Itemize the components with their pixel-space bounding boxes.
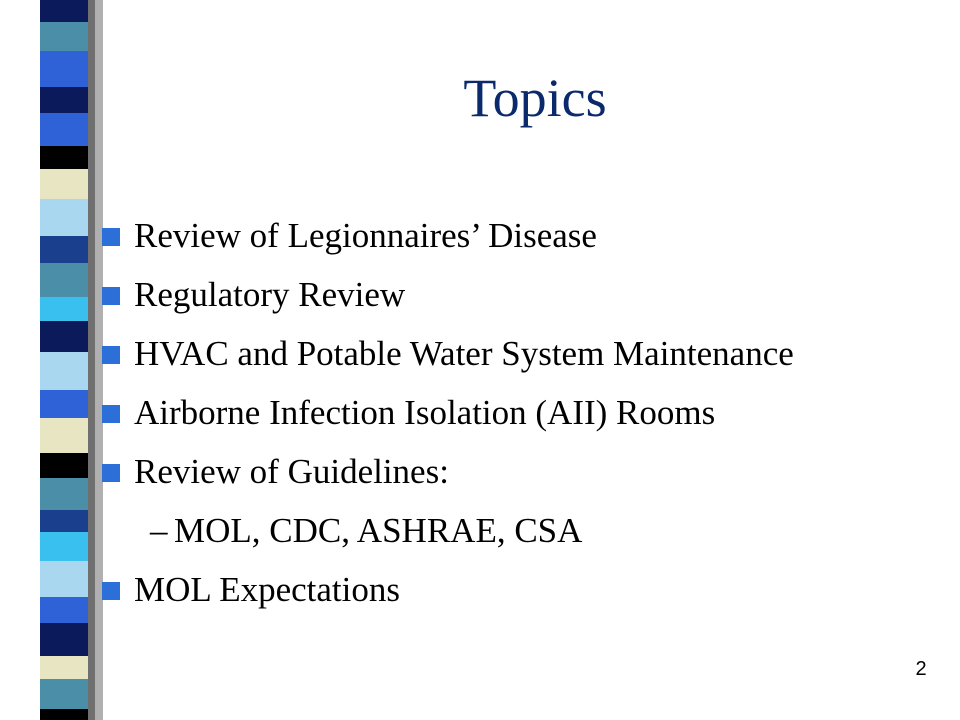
stripe-block xyxy=(40,297,88,321)
stripe-block xyxy=(40,561,88,597)
stripe-block xyxy=(40,390,88,418)
stripe-shadow xyxy=(88,0,95,720)
stripe-block xyxy=(40,87,88,113)
list-item-text: Review of Legionnaires’ Disease xyxy=(134,216,597,255)
sub-list-item-text: MOL, CDC, ASHRAE, CSA xyxy=(174,511,583,550)
stripe-block xyxy=(40,236,88,263)
stripe-block xyxy=(40,623,88,656)
square-bullet-icon xyxy=(102,405,120,423)
stripe-block xyxy=(40,146,88,169)
stripe-block xyxy=(40,0,88,22)
square-bullet-icon xyxy=(102,346,120,364)
page-number: 2 xyxy=(915,658,927,680)
square-bullet-icon xyxy=(102,582,120,600)
list-item-text: Airborne Infection Isolation (AII) Rooms xyxy=(134,393,716,432)
stripe-block xyxy=(40,478,88,510)
stripe-block xyxy=(40,113,88,146)
stripe-block xyxy=(40,532,88,561)
dash-marker: – xyxy=(150,511,168,550)
stripe-block xyxy=(40,656,88,679)
list-item-text: Regulatory Review xyxy=(134,275,406,314)
square-bullet-icon xyxy=(102,228,120,246)
stripe-block xyxy=(40,597,88,623)
stripe-block xyxy=(40,51,88,87)
stripe-block xyxy=(40,709,88,720)
list-item-text: HVAC and Potable Water System Maintenance xyxy=(134,334,794,373)
slide-title: Topics xyxy=(463,68,607,128)
square-bullet-icon xyxy=(102,464,120,482)
list-item-text: MOL Expectations xyxy=(134,570,401,609)
stripe-block xyxy=(40,510,88,532)
stripe-block xyxy=(40,352,88,390)
stripe-block xyxy=(40,418,88,453)
stripe-block xyxy=(40,263,88,297)
list-item-text: Review of Guidelines: xyxy=(134,452,449,491)
decorative-color-stripe xyxy=(0,0,110,720)
square-bullet-icon xyxy=(102,287,120,305)
stripe-block xyxy=(40,679,88,709)
stripe-block xyxy=(40,169,88,199)
stripe-block xyxy=(40,321,88,352)
stripe-block xyxy=(40,453,88,478)
stripe-block xyxy=(40,22,88,51)
stripe-block xyxy=(40,199,88,236)
stripe-left-edge xyxy=(30,0,40,720)
